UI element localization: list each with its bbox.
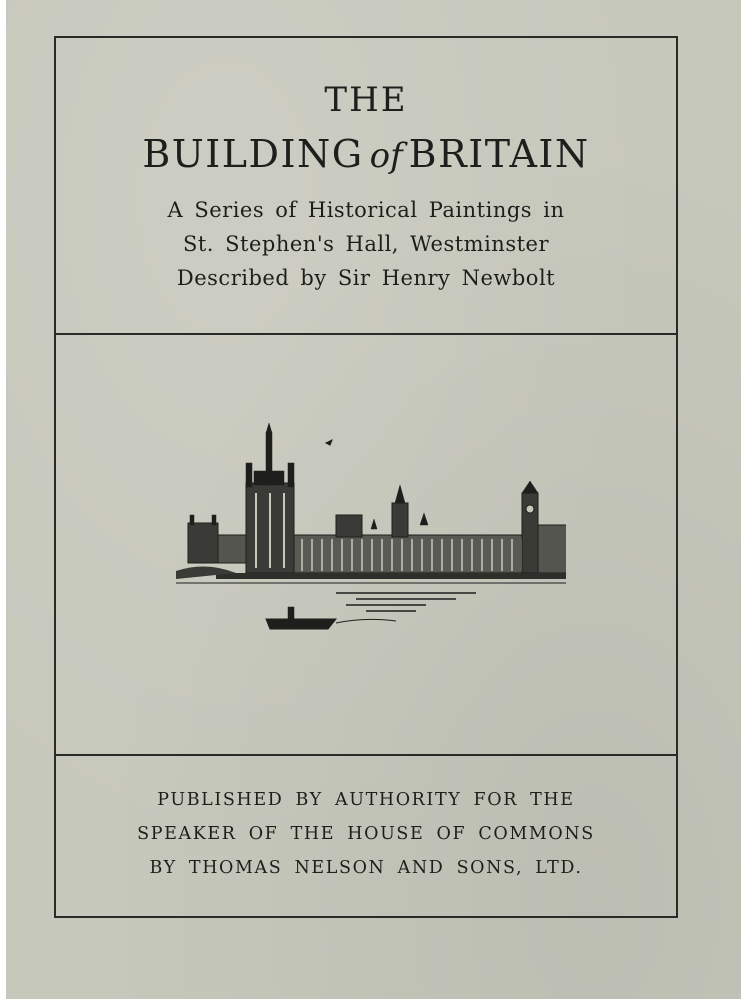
subtitle-line-1: A Series of Historical Paintings in	[167, 198, 565, 222]
title-word-britain: BRITAIN	[408, 132, 590, 176]
parliament-illustration	[176, 423, 566, 643]
publisher-line-3: BY THOMAS NELSON AND SONS, LTD.	[149, 858, 583, 878]
title-word-of: of	[369, 136, 403, 176]
illustration-panel	[56, 335, 676, 754]
subtitle-line-3: Described by Sir Henry Newbolt	[176, 266, 556, 290]
main-title	[56, 132, 676, 176]
book-cover	[6, 0, 741, 999]
publisher-line-2: SPEAKER OF THE HOUSE OF COMMONS	[137, 824, 595, 844]
title-panel	[56, 38, 676, 333]
publisher-line-1: PUBLISHED BY AUTHORITY FOR THE	[157, 790, 575, 810]
border-frame	[54, 36, 678, 918]
title-word-building: BUILDING	[142, 132, 364, 176]
publisher-panel	[56, 756, 676, 918]
title-the: THE	[324, 80, 408, 120]
subtitle-line-2: St. Stephen's Hall, Westminster	[182, 232, 550, 256]
